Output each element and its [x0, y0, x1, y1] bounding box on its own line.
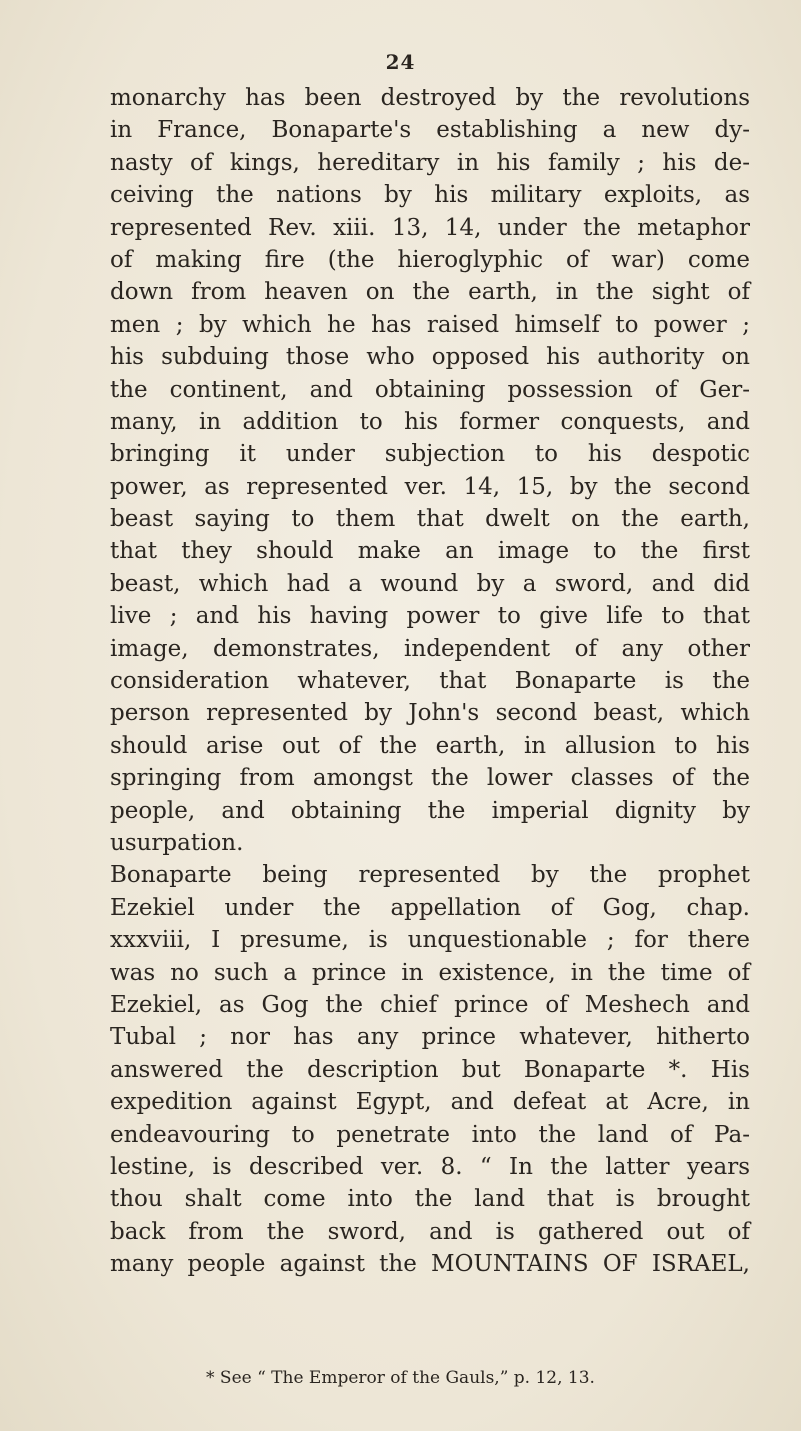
text-line: expedition against Egypt, and defeat at Acre, in — [110, 1089, 750, 1116]
text-line: that they should make an image to the first — [110, 538, 750, 565]
text-line: back from the sword, and is gathered out of — [110, 1218, 750, 1245]
text-line: answered the description but Bonaparte *. His — [110, 1056, 750, 1083]
text-line: Ezekiel under the appellation of Gog, chap. — [110, 894, 750, 921]
text-line: down from heaven on the earth, in the sight of — [110, 279, 750, 306]
text-line: image, demonstrates, independent of any other — [110, 635, 750, 662]
text-line: Bonaparte being represented by the prophet — [110, 862, 750, 889]
text-line: was no such a prince in existence, in the time of — [110, 959, 750, 986]
text-line: monarchy has been destroyed by the revolutions — [110, 85, 750, 111]
text-line: ceiving the nations by his military exploits, as — [110, 182, 750, 209]
text-line: bringing it under subjection to his despotic — [110, 441, 750, 468]
text-line: consideration whatever, that Bonaparte is the — [110, 668, 750, 695]
text-line: should arise out of the earth, in allusion to his — [110, 732, 750, 759]
text-line: xxxviii, I presume, is unquestionable ; for there — [110, 927, 750, 954]
text-line: men ; by which he has raised himself to power ; — [110, 311, 750, 338]
text-line: power, as represented ver. 14, 15, by the second — [110, 473, 750, 500]
text-line: nasty of kings, hereditary in his family ; his de- — [110, 149, 750, 176]
text-line: his subduing those who opposed his authority on — [110, 344, 750, 371]
page-number: 24 — [385, 50, 416, 74]
text-line: usurpation. — [110, 829, 244, 856]
text-line: live ; and his having power to give life to that — [110, 603, 750, 630]
text-line: lestine, is described ver. 8. “ In the latter years — [110, 1153, 750, 1180]
text-line: people, and obtaining the imperial dignity by — [110, 797, 750, 824]
text-line: in France, Bonaparte's establishing a new dy- — [110, 117, 750, 144]
text-line: Tubal ; nor has any prince whatever, hitherto — [110, 1024, 750, 1051]
text-line: person represented by John's second beast, which — [110, 700, 750, 727]
text-line: of making fire (the hieroglyphic of war) come — [110, 246, 750, 273]
footnote: * See “ The Emperor of the Gauls,” p. 12, 13. — [206, 1368, 595, 1388]
text-line: beast saying to them that dwelt on the earth, — [110, 506, 750, 533]
text-line: thou shalt come into the land that is brought — [110, 1186, 750, 1213]
text-line: Ezekiel, as Gog the chief prince of Meshech and — [110, 991, 750, 1018]
text-line: endeavouring to penetrate into the land of Pa- — [110, 1121, 750, 1148]
text-line: many people against the MOUNTAINS OF ISRAEL, — [110, 1251, 750, 1278]
text-line: beast, which had a wound by a sword, and did — [110, 570, 750, 597]
body-text — [110, 82, 750, 1280]
text-line: many, in addition to his former conquests, and — [110, 408, 750, 435]
text-line: the continent, and obtaining possession of Ger- — [110, 376, 750, 403]
text-line: springing from amongst the lower classes of the — [110, 765, 750, 792]
text-line: represented Rev. xiii. 13, 14, under the metaphor — [110, 214, 750, 241]
